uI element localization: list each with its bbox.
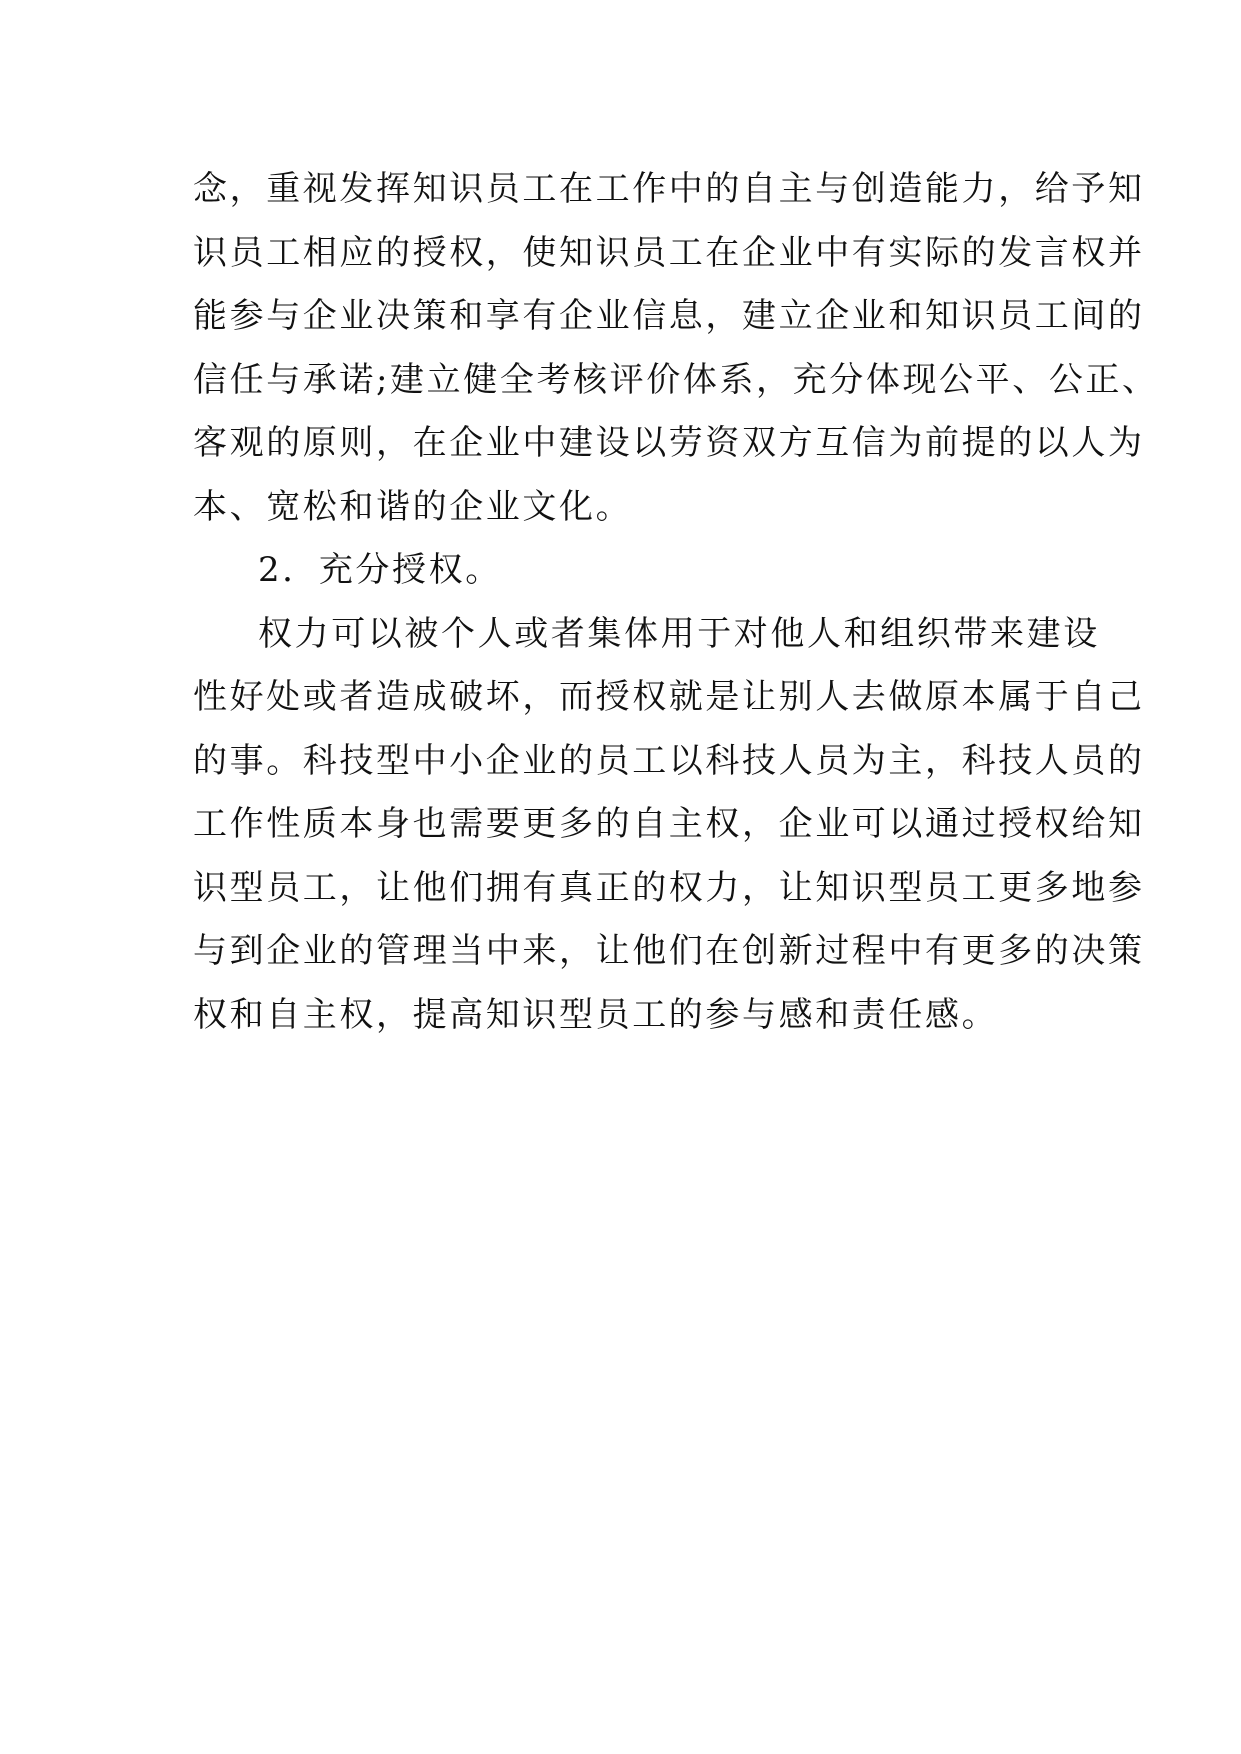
- paragraph-line: 客观的原则，在企业中建设以劳资双方互信为前提的以人为: [193, 423, 1145, 463]
- paragraph-line: 识员工相应的授权，使知识员工在企业中有实际的发言权并: [193, 232, 1145, 273]
- paragraph-line: 信任与承诺;建立健全考核评价体系，充分体现公平、公正、: [193, 359, 1159, 400]
- paragraph-line: 识型员工，让他们拥有真正的权力，让知识型员工更多地参: [193, 867, 1145, 908]
- paragraph-2: [193, 603, 1145, 1048]
- paragraph-1: [193, 158, 1159, 539]
- paragraph-line: 工作性质本身也需要更多的自主权，企业可以通过授权给知: [193, 804, 1145, 844]
- paragraph-line: 性好处或者造成破坏，而授权就是让别人去做原本属于自己: [193, 677, 1145, 717]
- paragraph-line: 权和自主权，提高知识型员工的参与感和责任感。: [193, 994, 999, 1035]
- paragraph-line: 本、宽松和谐的企业文化。: [193, 486, 633, 527]
- paragraph-line: 的事。科技型中小企业的员工以科技人员为主，科技人员的: [193, 740, 1145, 781]
- paragraph-line: 与到企业的管理当中来，让他们在创新过程中有更多的决策: [193, 931, 1145, 971]
- paragraph-line: 权力可以被个人或者集体用于对他人和组织带来建设: [258, 613, 1100, 654]
- paragraph-line: 能参与企业决策和享有企业信息，建立企业和知识员工间的: [193, 296, 1145, 336]
- paragraph-line: 念，重视发挥知识员工在工作中的自主与创造能力，给予知: [193, 169, 1145, 209]
- body-text: [193, 158, 1159, 1047]
- section-heading: 2．充分授权。: [258, 550, 502, 590]
